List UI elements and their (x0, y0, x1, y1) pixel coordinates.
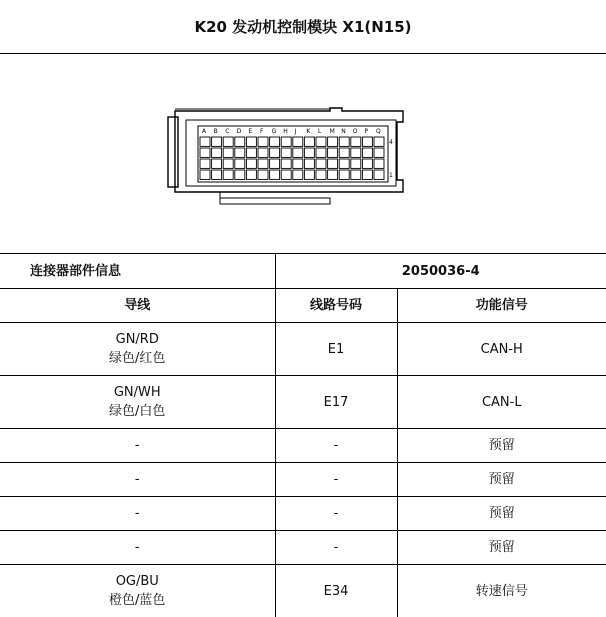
cavity (362, 137, 372, 146)
function-cell: 预留 (397, 429, 606, 463)
column-letter: D (237, 128, 242, 135)
column-header-row (0, 289, 606, 323)
cavity (258, 148, 268, 157)
connector-bottom-latch (220, 192, 330, 204)
cavity (339, 148, 349, 157)
circuit-cell: - (275, 497, 397, 531)
cavity (212, 170, 222, 179)
cavity (270, 170, 280, 179)
wire-color: 橙色/蓝色 (0, 591, 275, 610)
column-letter: E (248, 128, 252, 135)
table-row (0, 376, 606, 429)
cavity (258, 137, 268, 146)
cavity (258, 159, 268, 168)
cavity (212, 137, 222, 146)
part-info-label: 连接器部件信息 (0, 254, 275, 289)
cavity (304, 148, 314, 157)
column-letter: P (364, 128, 368, 135)
table-row (0, 323, 606, 376)
wire-color: 绿色/白色 (0, 402, 275, 421)
cavity (270, 148, 280, 157)
cavity (316, 170, 326, 179)
cavity (351, 159, 361, 168)
function-cell: 预留 (397, 463, 606, 497)
cavity (235, 170, 245, 179)
wire-code: - (0, 436, 275, 455)
part-number: 2050036-4 (275, 254, 606, 289)
table-row (0, 531, 606, 565)
wire-code: GN/RD (0, 330, 275, 349)
column-letter: O (353, 128, 358, 135)
cavity (212, 159, 222, 168)
circuit-cell: - (275, 429, 397, 463)
cavity (304, 159, 314, 168)
cavity (281, 159, 291, 168)
cavity (235, 159, 245, 168)
column-letter: J (294, 128, 297, 135)
header-function: 功能信号 (397, 289, 606, 323)
cavity (316, 148, 326, 157)
wire-code: - (0, 504, 275, 523)
cavity (316, 137, 326, 146)
cavity (339, 170, 349, 179)
cavity (293, 170, 303, 179)
wire-code: GN/WH (0, 383, 275, 402)
header-wire: 导线 (0, 289, 275, 323)
wire-cell (0, 376, 275, 429)
cavity (246, 170, 256, 179)
cavity (235, 137, 245, 146)
cavity (200, 137, 210, 146)
function-cell: 转速信号 (397, 565, 606, 617)
cavity (293, 137, 303, 146)
cavity (293, 148, 303, 157)
pin-table (0, 253, 606, 617)
function-cell: 预留 (397, 531, 606, 565)
connector-left-flange (168, 117, 178, 187)
cavity (328, 159, 338, 168)
table-row (0, 463, 606, 497)
function-cell: CAN-H (397, 323, 606, 376)
cavity (374, 170, 384, 179)
connector-diagram (160, 100, 410, 210)
cavity (223, 159, 233, 168)
cavity (200, 170, 210, 179)
column-letter: N (341, 128, 346, 135)
part-info-row (0, 254, 606, 289)
cavity (223, 137, 233, 146)
column-letter: B (214, 128, 218, 135)
cavity (200, 159, 210, 168)
cavity (351, 148, 361, 157)
column-letter: L (318, 128, 322, 135)
wire-cell (0, 565, 275, 617)
cavity (281, 137, 291, 146)
wire-cell (0, 531, 275, 565)
cavity (362, 148, 372, 157)
cavity (258, 170, 268, 179)
cavity (223, 148, 233, 157)
circuit-cell: E17 (275, 376, 397, 429)
cavity (351, 170, 361, 179)
wire-cell (0, 323, 275, 376)
cavity (270, 137, 280, 146)
cavity (328, 137, 338, 146)
table-row (0, 497, 606, 531)
wire-code: - (0, 538, 275, 557)
page-title: K20 发动机控制模块 X1(N15) (0, 0, 606, 54)
function-cell: CAN-L (397, 376, 606, 429)
table-row (0, 565, 606, 617)
column-letter: F (260, 128, 264, 135)
cavity (223, 170, 233, 179)
cavity (270, 159, 280, 168)
cavity (235, 148, 245, 157)
row-number: 4 (389, 139, 393, 146)
column-letter: Q (376, 128, 381, 135)
cavity (281, 170, 291, 179)
cavity (374, 159, 384, 168)
column-letter: M (330, 128, 335, 135)
wire-cell (0, 429, 275, 463)
circuit-cell: E34 (275, 565, 397, 617)
cavity (246, 137, 256, 146)
header-circuit: 线路号码 (275, 289, 397, 323)
cavity (339, 159, 349, 168)
cavity (328, 148, 338, 157)
cavity (246, 148, 256, 157)
cavity (374, 148, 384, 157)
cavity (328, 170, 338, 179)
cavity (281, 148, 291, 157)
circuit-cell: - (275, 463, 397, 497)
column-letter: A (202, 128, 207, 135)
cavity (339, 137, 349, 146)
wire-cell (0, 463, 275, 497)
column-letter: C (225, 128, 229, 135)
cavity (362, 159, 372, 168)
wire-color: 绿色/红色 (0, 349, 275, 368)
cavity (304, 170, 314, 179)
circuit-cell: E1 (275, 323, 397, 376)
cavity (304, 137, 314, 146)
cavity (293, 159, 303, 168)
wire-code: - (0, 470, 275, 489)
row-number: 1 (389, 172, 393, 179)
cavity (316, 159, 326, 168)
table-row (0, 429, 606, 463)
function-cell: 预留 (397, 497, 606, 531)
cavity (362, 170, 372, 179)
cavity (200, 148, 210, 157)
cavity-grid (200, 137, 384, 179)
cavity (351, 137, 361, 146)
cavity (212, 148, 222, 157)
wire-cell (0, 497, 275, 531)
column-letter: K (306, 128, 311, 135)
cavity (374, 137, 384, 146)
column-letter: H (283, 128, 288, 135)
circuit-cell: - (275, 531, 397, 565)
cavity (246, 159, 256, 168)
column-letter: G (272, 128, 277, 135)
wire-code: OG/BU (0, 572, 275, 591)
